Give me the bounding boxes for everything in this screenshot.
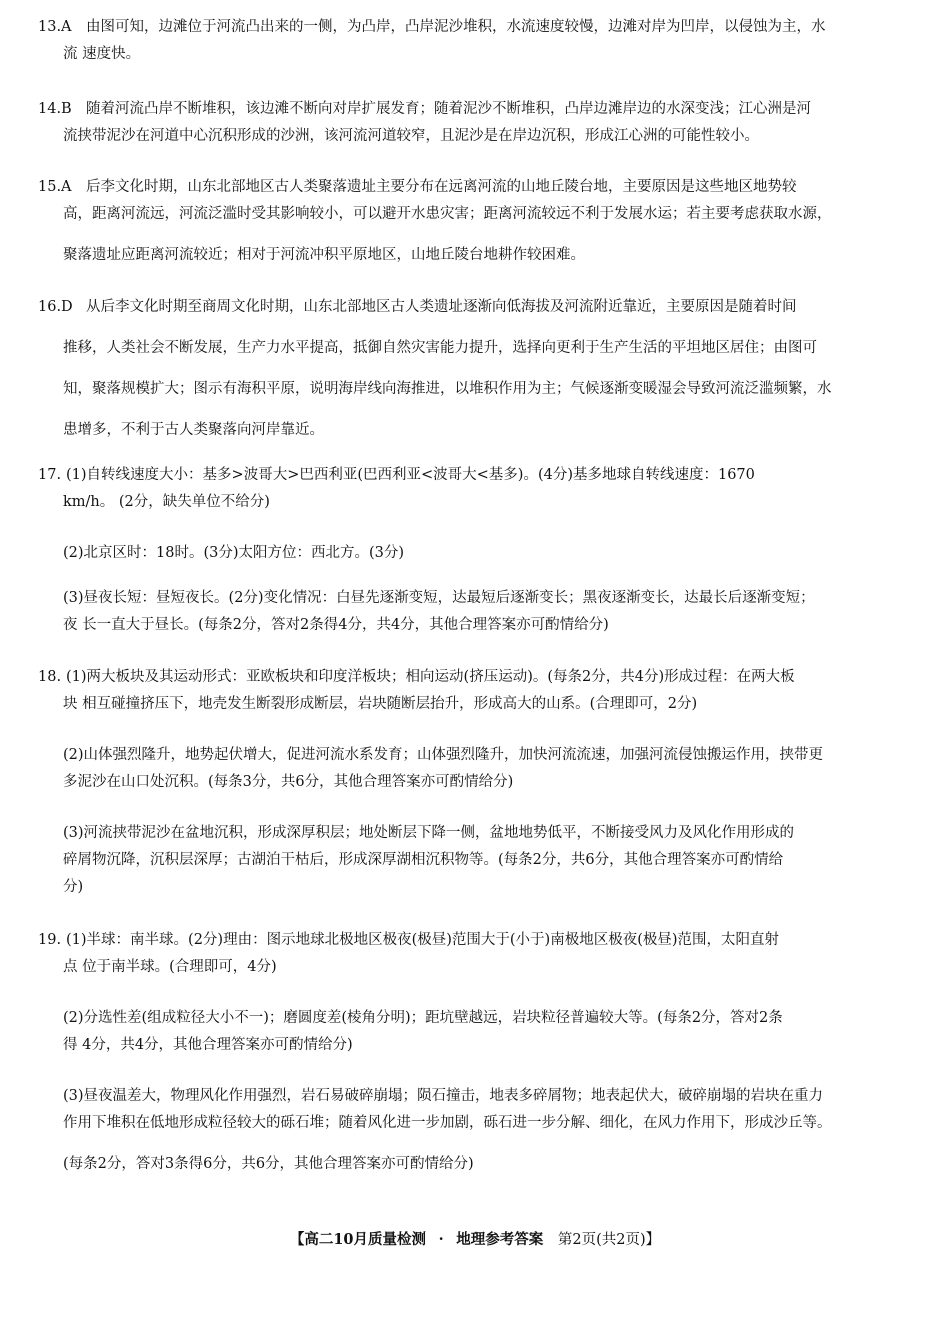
answer-text-line: (每条2分，答对3条得6分，共6分，其他合理答案亦可酌情给分) bbox=[63, 1156, 474, 1172]
answer-text-line: 流 速度快。 bbox=[63, 46, 141, 62]
answer-text-line: 碎屑物沉降，沉积层深厚；古湖泊干枯后，形成深厚湖相沉积物等。(每条2分，共6分，其他合理答案亦可酌情给 bbox=[63, 852, 784, 868]
page-footer bbox=[0, 1226, 950, 1254]
answer-text-line: 作用下堆积在低地形成粒径较大的砾石堆；随着风化进一步加剧，砾石进一步分解、细化，在风力作用下，形成沙丘等。 bbox=[63, 1115, 832, 1131]
answer-text-line: 高，距离河流远，河流泛滥时受其影响较小，可以避开水患灾害；距离河流较远不利于发展水运；若主要考虑获取水源， bbox=[63, 206, 832, 222]
answer-text-line: km/h。 (2分，缺失单位不给分) bbox=[63, 494, 270, 510]
answer-19 bbox=[38, 927, 914, 1178]
answer-text-line: 患增多，不利于古人类聚落向河岸靠近。 bbox=[63, 422, 324, 438]
answer-text-line: 随着河流凸岸不断堆积，该边滩不断向对岸扩展发育；随着泥沙不断堆积，凸岸边滩岸边的水深变浅；江心洲是河 bbox=[86, 101, 811, 117]
answer-text-line: 分) bbox=[63, 879, 84, 895]
answer-text-line: 得 4分，共4分，其他合理答案亦可酌情给分) bbox=[63, 1037, 353, 1053]
answer-text-line: (1)自转线速度大小：基多>波哥大>巴西利亚(巴西利亚<波哥大<基多)。(4分)基多地球自转线速度：1670 bbox=[66, 467, 755, 483]
answer-text-line: 知，聚落规模扩大；图示有海积平原，说明海岸线向海推进，以堆积作用为主；气候逐渐变暖湿会导致河流泛滥频繁，水 bbox=[63, 381, 832, 397]
answer-number: 19. bbox=[38, 932, 62, 948]
answer-text-line: 点 位于南半球。(合理即可，4分) bbox=[63, 959, 277, 975]
answer-number: 14.B bbox=[38, 101, 72, 117]
footer-subject: 地理参考答案 bbox=[456, 1231, 544, 1248]
answer-text-line: 多泥沙在山口处沉积。(每条3分，共6分，其他合理答案亦可酌情给分) bbox=[63, 774, 514, 790]
answer-number: 16.D bbox=[38, 299, 73, 315]
footer-separator: · bbox=[438, 1231, 444, 1248]
answer-text-line: (1)两大板块及其运动形式：亚欧板块和印度洋板块；相向运动(挤压运动)。(每条2分，共4分)形成过程：在两大板 bbox=[66, 669, 795, 685]
footer-exam-title: 【高二10月质量检测 bbox=[289, 1231, 427, 1248]
answer-number: 15.A bbox=[38, 179, 72, 195]
answer-18 bbox=[38, 664, 914, 901]
answer-text-line: (2)山体强烈隆升，地势起伏增大，促进河流水系发育；山体强烈隆升，加快河流流速，加强河流侵蚀搬运作用，挟带更 bbox=[63, 747, 824, 763]
answer-17 bbox=[38, 462, 914, 639]
answer-15 bbox=[38, 174, 914, 269]
answer-13 bbox=[38, 14, 914, 68]
footer-page-number: 第2页(共2页)】 bbox=[557, 1232, 661, 1248]
answer-text-line: (1)半球：南半球。(2分)理由：图示地球北极地区极夜(极昼)范围大于(小于)南极地区极夜(极昼)范围，太阳直射 bbox=[66, 932, 780, 948]
answer-text-line: 后李文化时期，山东北部地区古人类聚落遗址主要分布在远离河流的山地丘陵台地，主要原因是这些地区地势较 bbox=[86, 179, 797, 195]
answer-text-line: (3)昼夜温差大，物理风化作用强烈，岩石易破碎崩塌；陨石撞击，地表多碎屑物；地表起伏大，破碎崩塌的岩块在重力 bbox=[63, 1088, 824, 1104]
answer-text-line: (3)河流挟带泥沙在盆地沉积，形成深厚积层；地处断层下降一侧，盆地地势低平，不断接受风力及风化作用形成的 bbox=[63, 825, 795, 841]
answer-text-line: 从后李文化时期至商周文化时期，山东北部地区古人类遗址逐渐向低海拔及河流附近靠近，主要原因是随着时间 bbox=[86, 299, 797, 315]
answer-text-line: (2)分选性差(组成粒径大小不一)；磨圆度差(棱角分明)；距坑壁越远，岩块粒径普遍较大等。(每条2分，答对2条 bbox=[63, 1010, 783, 1026]
answer-text-line: 由图可知，边滩位于河流凸出来的一侧，为凸岸，凸岸泥沙堆积，水流速度较慢，边滩对岸为凹岸，以侵蚀为主，水 bbox=[86, 19, 826, 35]
answer-text-line: 块 相互碰撞挤压下，地壳发生断裂形成断层，岩块随断层抬升，形成高大的山系。(合理即可，2分) bbox=[63, 696, 698, 712]
answer-text-line: 推移，人类社会不断发展，生产力水平提高，抵御自然灾害能力提升，选择向更利于生产生活的平坦地区居住；由图可 bbox=[63, 340, 817, 356]
answer-text-line: 夜 长一直大于昼长。(每条2分，答对2条得4分，共4分，其他合理答案亦可酌情给分) bbox=[63, 617, 609, 633]
answer-text-line: (2)北京区时：18时。(3分)太阳方位：西北方。(3分) bbox=[63, 545, 405, 561]
answer-text-line: 流挟带泥沙在河道中心沉积形成的沙洲，该河流河道较窄，且泥沙是在岸边沉积，形成江心洲的可能性较小。 bbox=[63, 128, 759, 144]
answer-number: 13.A bbox=[38, 19, 72, 35]
answer-text-line: 聚落遗址应距离河流较近；相对于河流冲积平原地区，山地丘陵台地耕作较困难。 bbox=[63, 247, 585, 263]
answer-number: 17. bbox=[38, 467, 62, 483]
answer-16 bbox=[38, 294, 914, 444]
answer-number: 18. bbox=[38, 669, 62, 685]
answer-text-line: (3)昼夜长短：昼短夜长。(2分)变化情况：白昼先逐渐变短，达最短后逐渐变长；黑夜逐渐变长，达最长后逐渐变短； bbox=[63, 590, 815, 606]
answer-14 bbox=[38, 96, 914, 150]
